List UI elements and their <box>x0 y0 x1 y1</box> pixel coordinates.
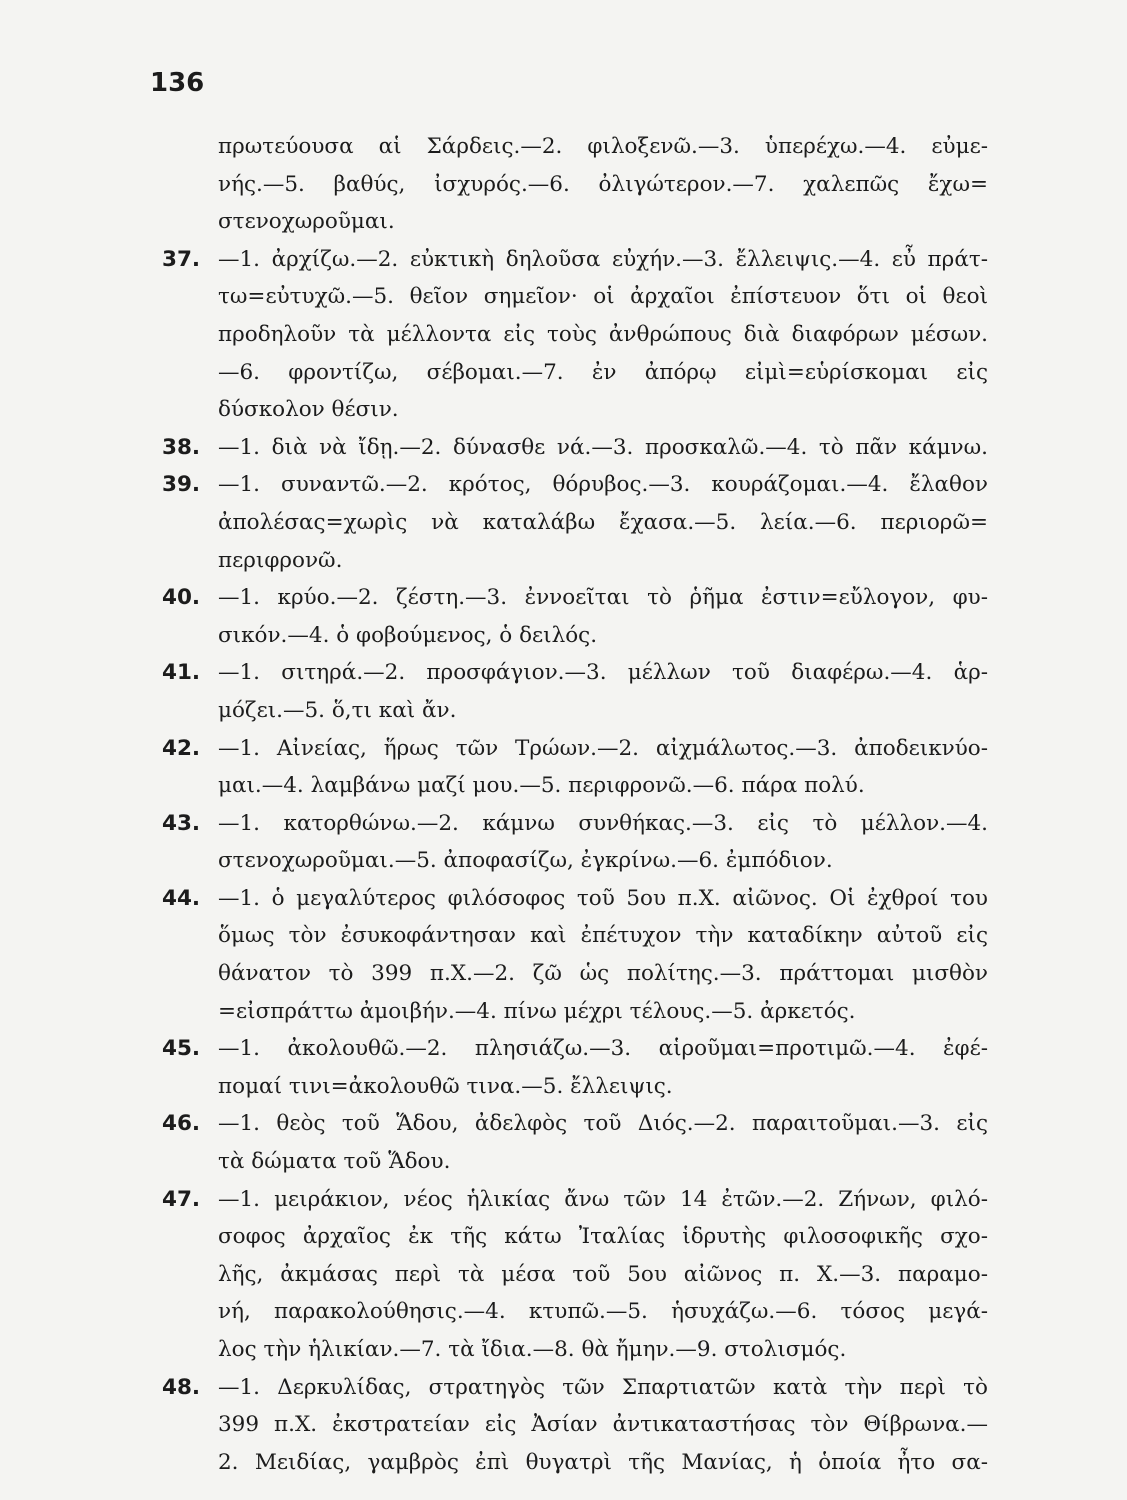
line-text: —1. σιτηρά.—2. προσφάγιον.—3. μέλλων τοῦ διαφέρω.—4. ἁρ- <box>218 660 988 686</box>
line-text: σικόν.—4. ὁ φοβούμενος, ὁ δειλός. <box>218 622 598 648</box>
text-line <box>218 1444 988 1482</box>
line-text: λος τὴν ἡλικίαν.—7. τὰ ἴδια.—8. θὰ ἤμην.—9. στολισμός. <box>218 1337 847 1362</box>
line-text: νή, παρακολούθησις.—4. κτυπῶ.—5. ἡσυχάζω.—6. τόσος μεγά- <box>218 1299 988 1325</box>
text-line <box>218 1068 988 1106</box>
line-text: θάνατον τὸ 399 π.Χ.—2. ζῶ ὡς πολίτης.—3. πράττομαι μισθὸν <box>218 961 988 987</box>
line-text: —1. ὁ μεγαλύτερος φιλόσοφος τοῦ 5ου π.Χ. αἰῶνος. Οἱ ἐχθροί του <box>218 885 988 911</box>
text-line <box>218 128 988 166</box>
text-line <box>218 504 988 542</box>
text-line <box>162 1181 988 1219</box>
line-text: στενοχωροῦμαι. <box>218 209 395 235</box>
text-line <box>162 1030 988 1068</box>
line-text: 2. Μειδίας, γαμβρὸς ἐπὶ θυγατρὶ τῆς Μανίας, ἡ ὁποία ἦτο σα- <box>218 1449 988 1475</box>
line-text: ἀπολέσας=χωρὶς νὰ καταλάβω ἔχασα.—5. λεία.—6. περιορῶ= <box>218 509 988 535</box>
line-text: πρωτεύουσα αἱ Σάρδεις.—2. φιλοξενῶ.—3. ὑπερέχω.—4. εὐμε- <box>218 134 988 159</box>
entry-number: 42. <box>162 735 201 761</box>
text-line <box>218 955 988 993</box>
line-text: δύσκολον θέσιν. <box>218 397 399 423</box>
line-text: σοφος ἀρχαῖος ἐκ τῆς κάτω Ἰταλίας ἱδρυτὴς φιλοσοφικῆς σχο- <box>218 1224 988 1250</box>
text-line <box>218 354 988 392</box>
entry-number: 38. <box>162 434 201 460</box>
page-number: 136 <box>150 68 205 98</box>
text-line <box>162 1105 988 1143</box>
text-line <box>218 542 988 580</box>
entry-number: 47. <box>162 1186 201 1212</box>
entry-number: 37. <box>162 246 201 272</box>
text-line <box>162 880 988 918</box>
line-text: 399 π.Χ. ἐκστρατείαν εἰς Ἀσίαν ἀντικαταστήσας τὸν Θίβρωνα.— <box>218 1412 988 1438</box>
line-text: προδηλοῦν τὰ μέλλοντα εἰς τοὺς ἀνθρώπους διὰ διαφόρων μέσων. <box>218 321 988 347</box>
text-line <box>218 391 988 429</box>
line-text: —1. θεὸς τοῦ Ἅδου, ἀδελφὸς τοῦ Διός.—2. παραιτοῦμαι.—3. εἰς <box>218 1111 988 1137</box>
line-text: στενοχωροῦμαι.—5. ἀποφασίζω, ἐγκρίνω.—6. ἐμπόδιον. <box>218 848 833 874</box>
text-line <box>218 1331 988 1369</box>
line-text: —1. ἀκολουθῶ.—2. πλησιάζω.—3. αἱροῦμαι=προτιμῶ.—4. ἐφέ- <box>218 1036 988 1062</box>
line-text: τω=εὐτυχῶ.—5. θεῖον σημεῖον· οἱ ἀρχαῖοι ἐπίστευον ὅτι οἱ θεοὶ <box>218 284 988 310</box>
text-line <box>162 730 988 768</box>
entry-number: 45. <box>162 1036 201 1062</box>
text-line <box>218 203 988 241</box>
line-text: —1. διὰ νὰ ἴδῃ.—2. δύνασθε νά.—3. προσκαλῶ.—4. τὸ πᾶν κάμνω. <box>218 434 988 460</box>
text-line <box>218 1143 988 1181</box>
text-line <box>218 316 988 354</box>
line-text: =εἰσπράττω ἀμοιβήν.—4. πίνω μέχρι τέλους.—5. ἀρκετός. <box>218 998 856 1024</box>
line-text: νής.—5. βαθύς, ἰσχυρός.—6. ὀλιγώτερον.—7. χαλεπῶς ἔχω= <box>218 171 988 197</box>
line-text: —1. ἀρχίζω.—2. εὐκτικὴ δηλοῦσα εὐχήν.—3. ἔλλειψις.—4. εὖ πράτ- <box>218 246 988 272</box>
line-text: —6. φροντίζω, σέβομαι.—7. ἐν ἀπόρῳ εἰμὶ=εὑρίσκομαι εἰς <box>218 359 988 385</box>
entry-number: 48. <box>162 1374 201 1400</box>
line-text: —1. κατορθώνω.—2. κάμνω συνθήκας.—3. εἰς τὸ μέλλον.—4. <box>218 810 988 836</box>
line-text: —1. Αἰνείας, ἥρως τῶν Τρώων.—2. αἰχμάλωτος.—3. ἀποδεικνύο- <box>218 735 988 761</box>
line-text: περιφρονῶ. <box>218 547 343 573</box>
body-text <box>162 128 988 1481</box>
line-text: λῆς, ἀκμάσας περὶ τὰ μέσα τοῦ 5ου αἰῶνος π. Χ.—3. παραμο- <box>218 1261 988 1287</box>
text-line <box>218 1256 988 1294</box>
entry-number: 39. <box>162 472 201 498</box>
text-line <box>162 429 988 467</box>
line-text: τὰ δώματα τοῦ Ἅδου. <box>218 1149 451 1175</box>
line-text: —1. κρύο.—2. ζέστη.—3. ἐννοεῖται τὸ ῥῆμα ἐστιν=εὔλογον, φυ- <box>218 585 988 611</box>
text-line <box>162 241 988 279</box>
entry-number: 40. <box>162 585 201 611</box>
text-line <box>218 1293 988 1331</box>
text-line <box>218 692 988 730</box>
line-text: πομαί τινι=ἀκολουθῶ τινα.—5. ἔλλειψις. <box>218 1073 673 1099</box>
line-text: —1. συναντῶ.—2. κρότος, θόρυβος.—3. κουράζομαι.—4. ἔλαθον <box>218 472 988 498</box>
text-line <box>218 1406 988 1444</box>
line-text: μαι.—4. λαμβάνω μαζί μου.—5. περιφρονῶ.—6. πάρα πολύ. <box>218 773 865 799</box>
line-text: —1. Δερκυλίδας, στρατηγὸς τῶν Σπαρτιατῶν κατὰ τὴν περὶ τὸ <box>218 1374 988 1400</box>
line-text: ὅμως τὸν ἐσυκοφάντησαν καὶ ἐπέτυχον τὴν καταδίκην αὐτοῦ εἰς <box>218 923 988 949</box>
text-line <box>218 166 988 204</box>
entry-number: 43. <box>162 810 201 836</box>
text-line <box>218 617 988 655</box>
text-line <box>162 1369 988 1407</box>
text-line <box>218 767 988 805</box>
text-line <box>218 993 988 1031</box>
text-line <box>218 1218 988 1256</box>
text-line <box>162 654 988 692</box>
entry-number: 41. <box>162 660 201 686</box>
entry-number: 46. <box>162 1111 201 1137</box>
text-line <box>162 805 988 843</box>
text-line <box>218 917 988 955</box>
text-line <box>162 466 988 504</box>
text-line <box>218 278 988 316</box>
line-text: —1. μειράκιον, νέος ἡλικίας ἄνω τῶν 14 ἐτῶν.—2. Ζήνων, φιλό- <box>218 1186 988 1212</box>
text-line <box>218 842 988 880</box>
text-line <box>162 579 988 617</box>
line-text: μόζει.—5. ὅ,τι καὶ ἄν. <box>218 697 457 723</box>
entry-number: 44. <box>162 885 201 911</box>
